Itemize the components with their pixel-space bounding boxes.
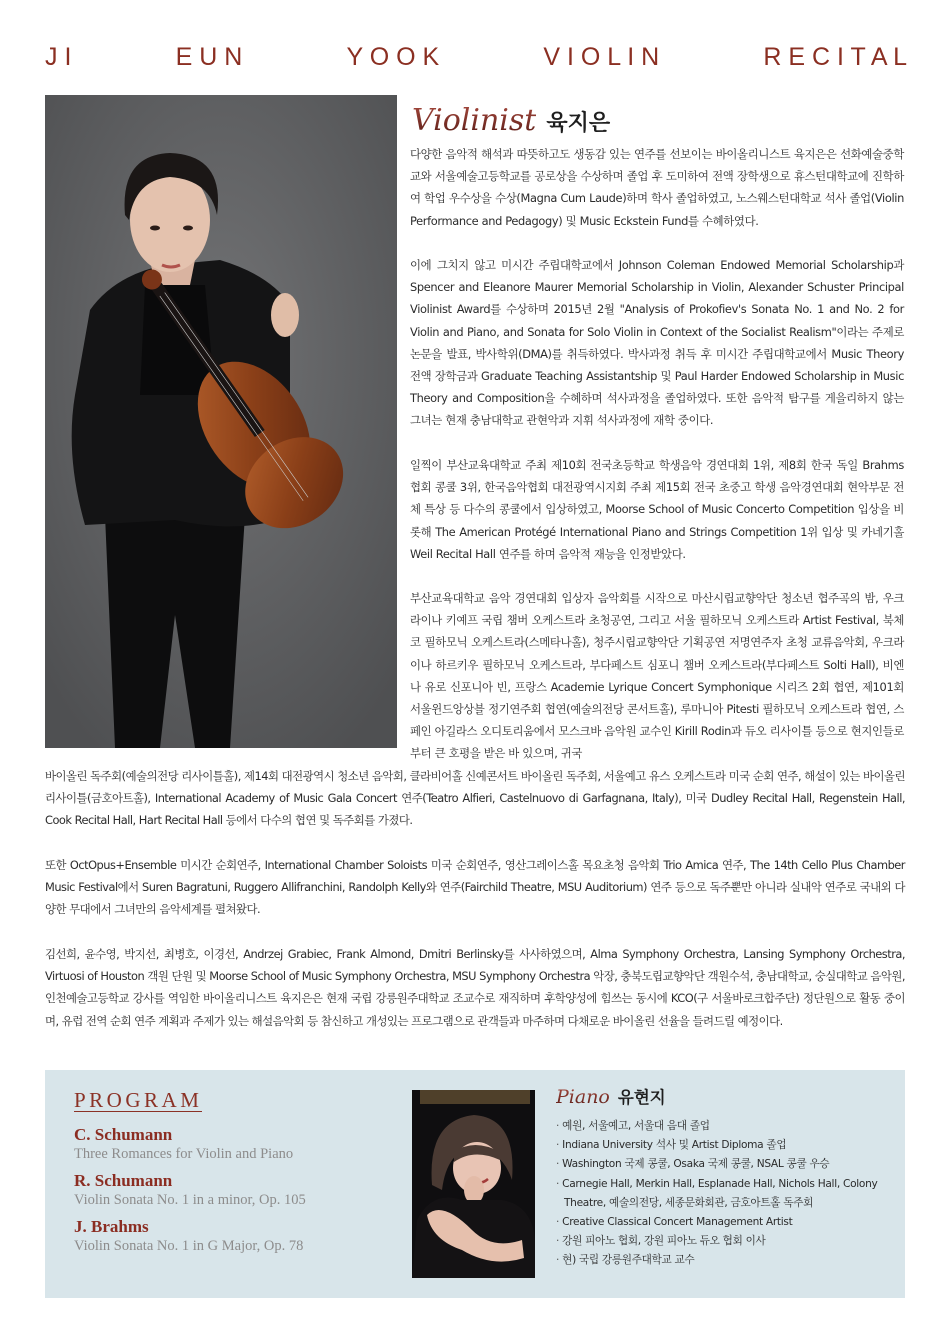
bio-paragraph: 김선희, 윤수영, 박지선, 최병호, 이경선, Andrzej Grabiec, Frank Almond, Dmitri Berlinsky를 사사하였으며, Alma Symphony Orchestra, Lansing Symphony Orchestra, Virtuosi of Houston 객원 단원 및 Moorse School of Music Symphony Orchestra, MSU Symphony Orchestra 악장, 충북도립교향악단 객원수석, 충남대학교, 숭실대학교 음악원, 인천예술고등학교 강사를 역임한 바이올리니스트 육지은은 현재 국립 강릉원주대학교 조교수로 재직하며 후학양성에 힘쓰는 동시에 KCO(구 서울바로크합주단) 정단원으로 활동 중이며, 유럽 전역 순회 연주 계획과 주제가 있는 해설음악회 등 참신하고 개성있는 프로그램으로 관객들과 마주하며 다채로운 바이올린 선율을 들려드릴 예정이다.: [45, 947, 905, 1028]
pianist-heading: [556, 1088, 666, 1107]
program-list: [74, 1124, 404, 1262]
program-title: PROGRAM: [74, 1088, 203, 1112]
violinist-photo: [45, 95, 397, 748]
credit-item: · Creative Classical Concert Management Artist: [556, 1213, 901, 1232]
title-word: V I O L I N: [543, 42, 660, 71]
credit-item: · Indiana University 석사 및 Artist Diploma 졸업: [556, 1136, 901, 1155]
violinist-portrait-illustration: [45, 95, 397, 748]
bio-paragraph: 이에 그치지 않고 미시간 주립대학교에서 Johnson Coleman Endowed Memorial Scholarship과 Spencer and Eleanore Maurer Memorial Scholarship in Violin, Alexander Schuster Principal Violinist Award를 수상하며 2015년 2월 "Analysis of Prokofiev's Sonata No. 1 and No. 2 for Violin and Piano, and Sonata for Solo Violin in Context of the Socialist Realism"이라는 주제로 논문을 발표, 박사학위(DMA)를 취득하였다. 박사과정 취득 후 미시간 주립대학교에서 Music Theory 전액 장학금과 Graduate Teaching Assistantship 및 Paul Harder Endowed Scholarship in Music Theory and Composition을 수혜하며 석사과정을 졸업하였다. 또한 음악적 탐구를 게을리하지 않는 그녀는 현재 충남대학교 관현악과 지휘 석사과정에 재학 중이다.: [410, 258, 904, 428]
work-title: Violin Sonata No. 1 in G Major, Op. 78: [74, 1238, 304, 1254]
pianist-credits: [556, 1117, 901, 1271]
pianist-name: 유현지: [617, 1087, 666, 1107]
violinist-heading: [412, 96, 610, 136]
recital-title: [45, 40, 907, 74]
program-item: [74, 1124, 404, 1164]
bio-paragraph: 또한 OctOpus+Ensemble 미시간 순회연주, International Chamber Soloists 미국 순회연주, 영산그레이스홀 목요초청 음악회 Trio Amica 연주, The 14th Cello Plus Chamber Music Festival에서 Suren Bagratuni, Ruggero Allifranchini, Randolph Kelly와 연주(Fairchild Theatre, MSU Auditorium) 연주 등으로 독주뿐만 아니라 실내악 연주로 국내외 다양한 무대에서 그녀만의 음악세계를 펼쳐왔다.: [45, 858, 905, 917]
work-title: Three Romances for Violin and Piano: [74, 1146, 294, 1162]
title-word: J I: [45, 42, 72, 71]
pianist-photo: [412, 1090, 535, 1278]
composer-name: C. Schumann: [74, 1125, 173, 1144]
bio-paragraph: 바이올린 독주회(예술의전당 리사이틀홀), 제14회 대전광역시 청소년 음악회, 클라비어홀 신예콘서트 바이올린 독주회, 서울예고 유스 오케스트라 미국 순회 연주, 해설이 있는 바이올린 리사이틀(금호아트홀), International Academy of Music Gala Concert 연주(Teatro Alfieri, Castelnuovo di Garfagnana, Italy), 미국 Dudley Recital Hall, Regenstein Hall, Cook Recital Hall, Hart Recital Hall 등에서 다수의 협연 및 독주회를 가졌다.: [45, 769, 905, 828]
bio-paragraph: 부산교육대학교 음악 경연대회 입상자 음악회를 시작으로 마산시립교향악단 청소년 협주곡의 밤, 우크라이나 키예프 국립 챔버 오케스트라 초청공연, 그리고 서울 필하모닉 오케스트라 Artist Festival, 북체코 필하모닉 오케스트라(스메타나홀), 청주시립교향악단 기획공연 저명연주자 초청 교류음악회, 우크라이나 하르키우 필하모닉 오케스트라, 부다페스트 심포니 챔버 오케스트라(부다페스트 Solti Hall), 비엔나 유로 신포니아 빈, 프랑스 Academie Lyrique Concert Symphonique 시리즈 2회 협연, 제101회 서울윈드앙상블 정기연주회 협연(예술의전당 콘서트홀), 루마니아 Pitesti 필하모닉 오케스트라 협연, 스페인 아길라스 오디토리움에서 모스크바 음악원 교수인 Kirill Rodin과 듀오 리사이틀 등으로 현지인들로부터 큰 호평을 받은 바 있으며, 귀국: [410, 591, 904, 761]
pianist-portrait-illustration: [412, 1090, 535, 1278]
violinist-script-label: Violinist: [412, 103, 537, 138]
pianist-script-label: Piano: [556, 1086, 610, 1108]
composer-name: R. Schumann: [74, 1171, 173, 1190]
credit-item: · Carnegie Hall, Merkin Hall, Esplanade Hall, Nichols Hall, Colony Theatre, 예술의전당, 세종문화회관, 금호아트홀 독주회: [556, 1175, 901, 1213]
program-item: [74, 1216, 404, 1256]
credit-item: · 예원, 서울예고, 서울대 음대 졸업: [556, 1117, 901, 1136]
title-word: R E C I T A L: [763, 42, 907, 71]
bio-paragraph: 다양한 음악적 해석과 따뜻하고도 생동감 있는 연주를 선보이는 바이올리니스트 육지은은 선화예술중학교와 서울예술고등학교를 공로상을 수상하며 졸업 후 도미하여 전액 장학생으로 휴스턴대학교에 진학하여 학업 우수상을 수상(Magna Cum Laude)하며 학사 졸업하였고, 노스웨스턴대학교 석사 졸업(Violin Performance and Pedagogy) 및 Music Eckstein Fund를 수혜하였다.: [410, 147, 904, 228]
credit-item: · 강원 피아노 협회, 강원 피아노 듀오 협회 이사: [556, 1232, 901, 1251]
bio-paragraph: 일찍이 부산교육대학교 주최 제10회 전국초등학교 학생음악 경연대회 1위, 제8회 한국 독일 Brahms 협회 콩쿨 3위, 한국음악협회 대전광역시지회 주최 제15회 전국 초중고 학생 음악경연대회 현악부문 전체 특상 등 다수의 콩쿨에서 입상하였고, Moorse School of Music Concerto Competition 입상을 비롯해 The American Protégé International Piano and Strings Competition 1위 입상 및 카네기홀 Weil Recital Hall 연주를 하며 음악적 재능을 인정받았다.: [410, 458, 904, 561]
violinist-name: 육지은: [546, 110, 611, 136]
title-word: E U N: [175, 42, 243, 71]
work-title: Violin Sonata No. 1 in a minor, Op. 105: [74, 1192, 306, 1208]
composer-name: J. Brahms: [74, 1217, 149, 1236]
credit-item: · Washington 국제 콩쿨, Osaka 국제 콩쿨, NSAL 콩쿨 우승: [556, 1155, 901, 1174]
credit-item: · 현) 국립 강릉원주대학교 교수: [556, 1251, 901, 1270]
program-item: [74, 1170, 404, 1210]
title-word: Y O O K: [346, 42, 440, 71]
